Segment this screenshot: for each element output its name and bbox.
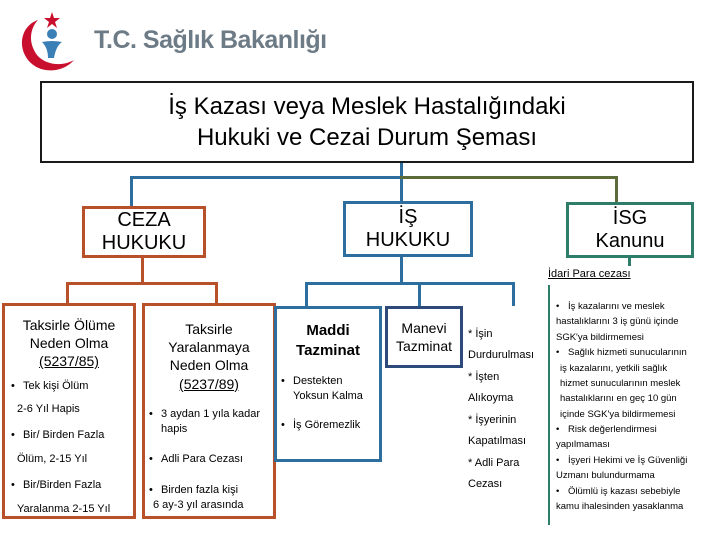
isg-kanunu-box [566,202,694,258]
list-item: * İşten [468,370,500,383]
connector [130,176,402,179]
maddi-title-1: Maddi [306,322,350,339]
taksirle-yaralanma-box [142,303,276,519]
list-item: • Ölümlü iş kazası sebebiyle kamu ihalesinden yasaklanma [556,484,716,515]
manevi-tazminat-box [385,306,463,368]
connector [130,176,133,208]
list-item: • Birden fazla kişi 6 ay-3 yıl arasında [149,483,269,513]
taksirle-yaralanma-law: (5237/89) [179,375,239,392]
connector [400,163,403,201]
taksirle-yaralanma-title-1: Taksirle [185,321,233,337]
connector [66,282,69,304]
is-line-2: HUKUKU [365,229,451,251]
connector [615,176,618,202]
list-item: Cezası [468,478,503,491]
list-item: • Bir/ Birden Fazla Ölüm, 2-15 Yıl [11,428,127,467]
connector [512,282,515,306]
list-item: • Tek kişi Ölüm 2-6 Yıl Hapis [11,379,127,418]
connector [418,282,421,306]
taksirle-yaralanma-title-2: Yaralanmaya [168,339,250,356]
taksirle-yaralanma-title-3: Neden Olma [169,357,249,374]
isg-list-box [548,285,716,525]
connector [215,282,218,304]
connector [305,282,515,285]
list-item: • Sağlık hizmeti sunucularının iş kazalarını, yetkili sağlık hizmet sunucularının meslek hastalıklarını en geç 10 gün içinde SGK'ya bildirmemesi [556,345,716,422]
taksirle-olume-title-2: Neden Olma [29,335,109,352]
list-item: • 3 aydan 1 yıla kadar hapis [149,407,269,437]
maddi-title-2: Tazminat [296,341,360,359]
is-sanctions-box [466,306,546,500]
connector [628,258,631,266]
list-item: * Adli Para [468,456,520,469]
list-item: Durdurulması [468,349,535,362]
list-item: • Risk değerlendirmesi yapılmaması [556,422,716,453]
ceza-line-2: HUKUKU [101,232,187,254]
taksirle-olume-box [2,303,136,519]
list-item: • Destekten Yoksun Kalma [281,374,375,404]
isg-line-2: Kanunu [595,230,665,252]
connector [66,282,218,285]
isg-line-1: İSG [612,207,648,229]
manevi-title-2: Tazminat [395,338,453,354]
list-item: * İşin [468,328,493,340]
taksirle-olume-law: (5237/85) [39,353,99,370]
title-box [40,81,694,163]
is-line-1: İŞ [398,206,418,228]
maddi-tazminat-box [274,306,382,462]
ceza-hukuku-box [82,206,206,258]
list-item: * İşyerinin [468,413,517,426]
connector [305,282,308,306]
ministry-name: T.C. Sağlık Bakanlığı [94,26,327,54]
is-hukuku-box [343,201,473,257]
list-item: • Adli Para Cezası [149,452,269,467]
connector [141,258,144,284]
title-line-1: İş Kazası veya Meslek Hastalığındaki [168,92,566,120]
connector [400,176,618,179]
list-item: Kapatılması [468,435,527,448]
list-item: Alıkoyma [468,392,514,405]
taksirle-olume-title-1: Taksirle Ölüme [22,317,116,333]
idari-para-cezasi-label: İdari Para cezası [548,268,631,280]
list-item: • Bir/Birden Fazla Yaralanma 2-15 Yıl [11,478,127,517]
manevi-title-1: Manevi [401,319,447,336]
ministry-logo-icon [8,6,88,78]
list-item: • İş Göremezlik [281,418,375,433]
connector [400,257,403,284]
ceza-line-1: CEZA [117,209,171,231]
title-line-2: Hukuki ve Cezai Durum Şeması [196,124,538,151]
list-item: • İşyeri Hekimi ve İş Güvenliği Uzmanı bulundurmama [556,453,716,484]
list-item: • İş kazalarını ve meslek hastalıklarını 3 iş günü içinde SGK'ya bildirmemesi [556,299,716,345]
